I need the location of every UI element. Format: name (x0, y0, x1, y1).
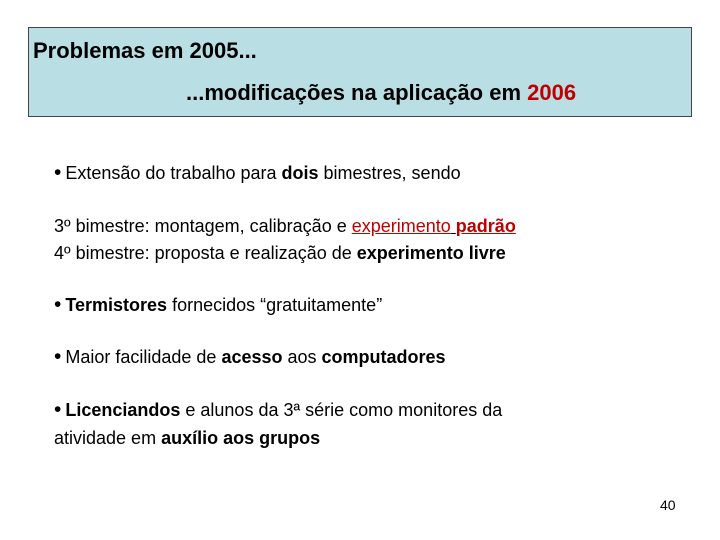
item3-text-b: aos (282, 347, 322, 367)
bimestre-4-prefix: 4º bimestre: proposta e realização de (54, 243, 357, 263)
bullet-icon: • (54, 161, 62, 184)
item4-text-b: atividade em (54, 428, 162, 448)
item3-bold-a: acesso (221, 347, 283, 367)
bullet-item-licenciandos (54, 399, 502, 421)
bimestre-4-bold: experimento livre (356, 243, 506, 263)
page-number: 40 (660, 497, 676, 513)
item1-text-b: bimestres, sendo (318, 163, 461, 183)
bullet-item-extension (54, 162, 461, 184)
bullet-icon: • (54, 398, 62, 421)
item4-bold-b: auxílio aos grupos (161, 428, 321, 448)
bullet-item-licenciandos-cont (54, 427, 320, 449)
slide-title: Problemas em 2005... (33, 38, 257, 63)
subtitle-year: 2006 (527, 80, 577, 105)
item3-bold-b: computadores (321, 347, 446, 367)
bimestre-3-experiment: experimento (351, 216, 451, 236)
item4-text-a: e alunos da 3ª série como monitores da (180, 400, 503, 420)
bimestre-3-standard: padrão (455, 216, 516, 236)
title-box (28, 27, 692, 117)
item2-bold: Termistores (65, 295, 168, 315)
subtitle-text: ...modificações na aplicação em (186, 80, 528, 105)
bimestre-4-line (54, 242, 506, 264)
slide-subtitle (186, 80, 576, 106)
bullet-icon: • (54, 345, 62, 368)
item3-text-a: Maior facilidade de (65, 347, 222, 367)
item4-bold-a: Licenciandos (65, 400, 181, 420)
item1-bold: dois (281, 163, 319, 183)
item2-text: fornecidos “gratuitamente” (167, 295, 383, 315)
item1-text-a: Extensão do trabalho para (65, 163, 282, 183)
bullet-icon: • (54, 293, 62, 316)
bullet-item-thermistors (54, 294, 382, 316)
bimestre-3-line (54, 215, 516, 237)
bullet-item-access (54, 346, 446, 368)
bimestre-3-prefix: 3º bimestre: montagem, calibração e (54, 216, 352, 236)
